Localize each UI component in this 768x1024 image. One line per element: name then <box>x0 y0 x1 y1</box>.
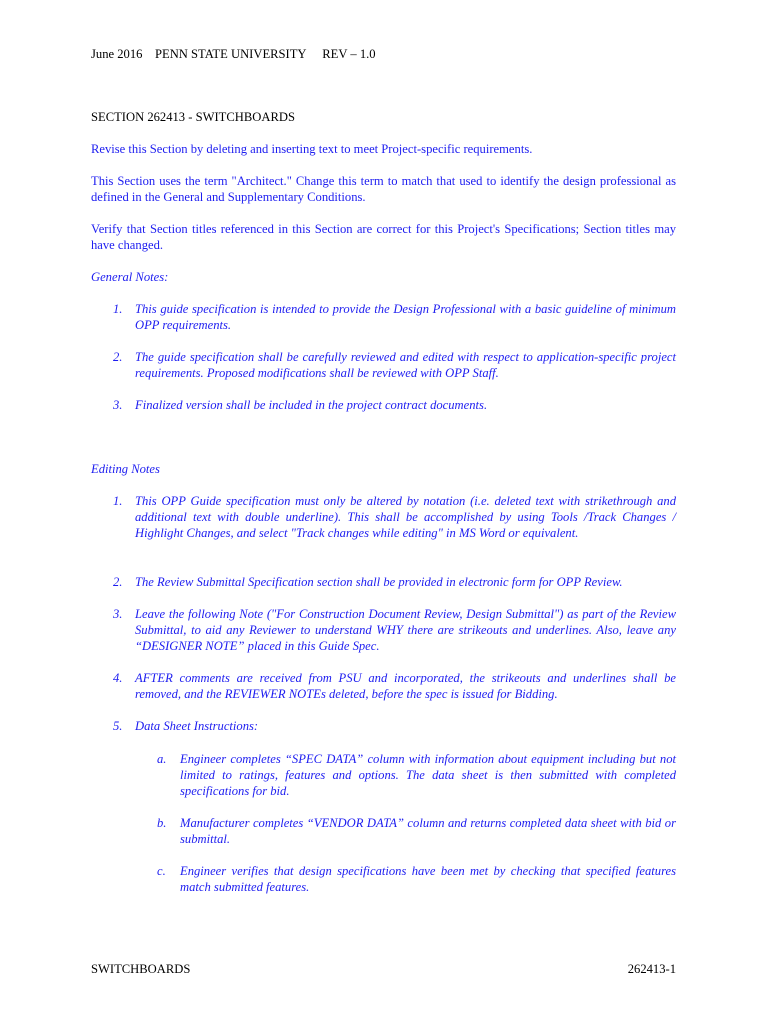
list-item <box>113 349 676 381</box>
footer-page-number: 262413-1 <box>627 962 676 976</box>
page-header <box>91 46 676 62</box>
sub-list-item <box>157 863 676 895</box>
list-item <box>113 493 676 541</box>
list-item-text: This guide specification is intended to provide the Design Professional with a basic guideline of minimum OPP requirements. <box>135 302 676 332</box>
list-item-text: This OPP Guide specification must only be altered by notation (i.e. deleted text with strikethrough and additional text with double underline). This shall be accomplished by using Tools /Track Changes / Highlight Changes, and select "Track changes while editing" in MS Word or equivalent. <box>135 494 676 540</box>
sub-list-item-text: Engineer completes “SPEC DATA” column with information about equipment including but not limited to ratings, features and options. The data sheet is then submitted with completed specifications for bid. <box>180 752 676 798</box>
list-item <box>113 397 676 413</box>
header-university: PENN STATE UNIVERSITY <box>155 47 307 61</box>
list-item-number: 3. <box>113 398 123 412</box>
list-item-text: Leave the following Note ("For Construction Document Review, Design Submittal") as part of the Review Submittal, to aid any Reviewer to understand WHY there are strikeouts and underlines. Also, leave any “DESIGNER NOTE” placed in this Guide Spec. <box>135 607 676 653</box>
list-item-number: 1. <box>113 494 123 508</box>
list-item-text: Finalized version shall be included in the project contract documents. <box>135 398 488 412</box>
sub-list-item-letter: a. <box>157 752 167 766</box>
list-item-text: The Review Submittal Specification section shall be provided in electronic form for OPP Review. <box>135 575 623 589</box>
list-item-number: 1. <box>113 302 123 316</box>
list-item <box>113 606 676 654</box>
list-item <box>113 670 676 702</box>
header-rev: REV – 1.0 <box>322 47 376 61</box>
footer-section-name: SWITCHBOARDS <box>91 962 191 976</box>
sub-list-item <box>157 751 676 799</box>
list-item-number: 5. <box>113 719 123 733</box>
intro-paragraph: Verify that Section titles referenced in this Section are correct for this Project's Specifications; Section titles may have changed. <box>91 222 676 252</box>
list-item <box>113 718 676 734</box>
general-notes-heading: General Notes: <box>91 270 169 284</box>
sub-list-item-text: Manufacturer completes “VENDOR DATA” column and returns completed data sheet with bid or submittal. <box>180 816 676 846</box>
list-item-number: 3. <box>113 607 123 621</box>
section-title: SECTION 262413 - SWITCHBOARDS <box>91 110 295 124</box>
list-item <box>113 301 676 333</box>
header-date: June 2016 <box>91 47 143 61</box>
list-item-number: 4. <box>113 671 123 685</box>
intro-paragraph: Revise this Section by deleting and inserting text to meet Project-specific requirements. <box>91 142 533 156</box>
list-item-text: The guide specification shall be carefully reviewed and edited with respect to application-specific project requirements. Proposed modifications shall be reviewed with OPP Staff. <box>135 350 676 380</box>
list-item-text: Data Sheet Instructions: <box>135 719 259 733</box>
sub-list-item <box>157 815 676 847</box>
intro-paragraph: This Section uses the term "Architect." Change this term to match that used to identify the design professional as defined in the General and Supplementary Conditions. <box>91 174 676 204</box>
sub-list-item-text: Engineer verifies that design specifications have been met by checking that specified features match submitted features. <box>180 864 676 894</box>
list-item-text: AFTER comments are received from PSU and incorporated, the strikeouts and underlines shall be removed, and the REVIEWER NOTEs deleted, before the spec is issued for Bidding. <box>135 671 676 701</box>
list-item-number: 2. <box>113 575 123 589</box>
list-item-number: 2. <box>113 350 123 364</box>
editing-notes-heading: Editing Notes <box>91 462 160 476</box>
list-item <box>113 574 676 590</box>
sub-list-item-letter: c. <box>157 864 166 878</box>
sub-list-item-letter: b. <box>157 816 167 830</box>
